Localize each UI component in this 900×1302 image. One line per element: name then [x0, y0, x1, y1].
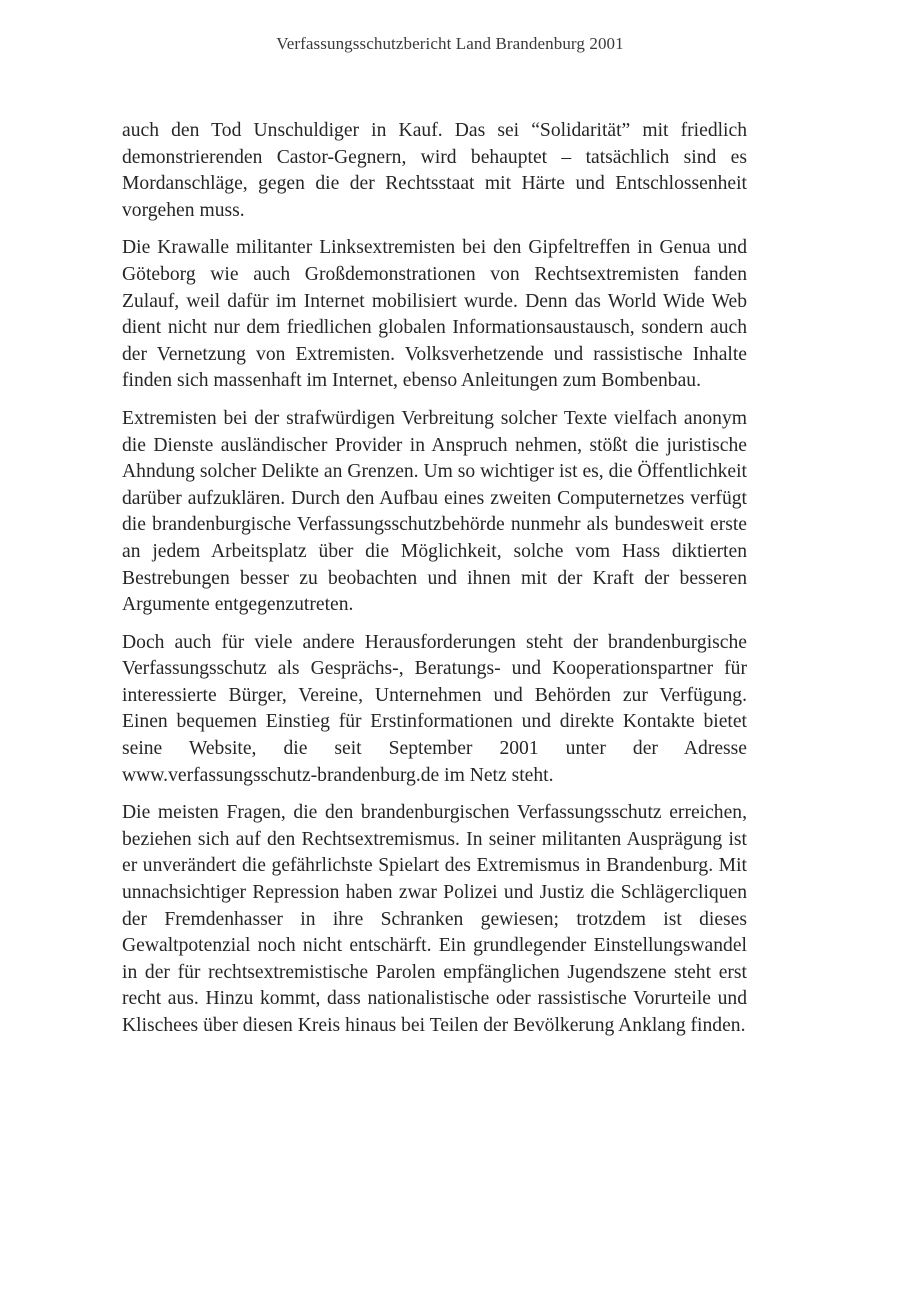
paragraph: Die Krawalle militanter Linksextremisten bei den Gipfeltreffen in Genua und Göteborg wie auch Großdemonstrationen von Rechtsextremisten fanden Zulauf, weil dafür im Internet mobilisiert wurde. Denn das World Wide Web dient nicht nur dem friedlichen globalen Informationsaustausch, sondern auch der Vernetzung von Extremisten. Volksverhetzende und rassistische Inhalte finden sich massenhaft im Internet, ebenso Anleitungen zum Bombenbau. — [122, 237, 747, 392]
running-header: Verfassungsschutzbericht Land Brandenburg 2001 — [276, 34, 624, 53]
paragraph: Doch auch für viele andere Herausforderungen steht der brandenburgische Verfassungsschutz als Gesprächs-, Beratungs- und Kooperationspartner für interessierte Bürger, Vereine, Unternehmen und Behörden zur Verfügung. Einen bequemen Einstieg für Erstinformationen und direkte Kontakte bietet seine Website, die seit September 2001 unter der Adresse www.verfassungsschutz-brandenburg.de im Netz steht. — [122, 631, 747, 786]
body-text — [122, 118, 747, 1051]
paragraph: Die meisten Fragen, die den brandenburgischen Verfassungsschutz erreichen, beziehen sich auf den Rechtsextremismus. In seiner militanten Ausprägung ist er unverändert die gefährlichste Spielart des Extremismus in Brandenburg. Mit unnachsichtiger Repression haben zwar Polizei und Justiz die Schlägercliquen der Fremdenhasser in ihre Schranken gewiesen; trotzdem ist dieses Gewaltpotenzial noch nicht entschärft. Ein grundlegender Einstellungswandel in der für rechtsextremistische Parolen empfänglichen Jugendszene steht erst recht aus. Hinzu kommt, dass nationalistische oder rassistische Vorurteile und Klischees über diesen Kreis hinaus bei Teilen der Bevölkerung Anklang finden. — [122, 802, 747, 1036]
paragraph: Extremisten bei der strafwürdigen Verbreitung solcher Texte vielfach anonym die Dienste ausländischer Provider in Anspruch nehmen, stößt die juristische Ahndung solcher Delikte an Grenzen. Um so wichtiger ist es, die Öffentlichkeit darüber aufzuklären. Durch den Aufbau eines zweiten Computernetzes verfügt die brandenburgische Verfassungsschutzbehörde nunmehr als bundesweit erste an jedem Arbeitsplatz über die Möglichkeit, solche vom Hass diktierten Bestrebungen besser zu beobachten und ihnen mit der Kraft der besseren Argumente entgegenzutreten. — [122, 407, 747, 616]
paragraph: auch den Tod Unschuldiger in Kauf. Das sei “Solidarität” mit friedlich demonstrierenden Castor-Gegnern, wird behauptet – tatsächlich sind es Mordanschläge, gegen die der Rechtsstaat mit Härte und Entschlossenheit vorgehen muss. — [122, 120, 747, 221]
